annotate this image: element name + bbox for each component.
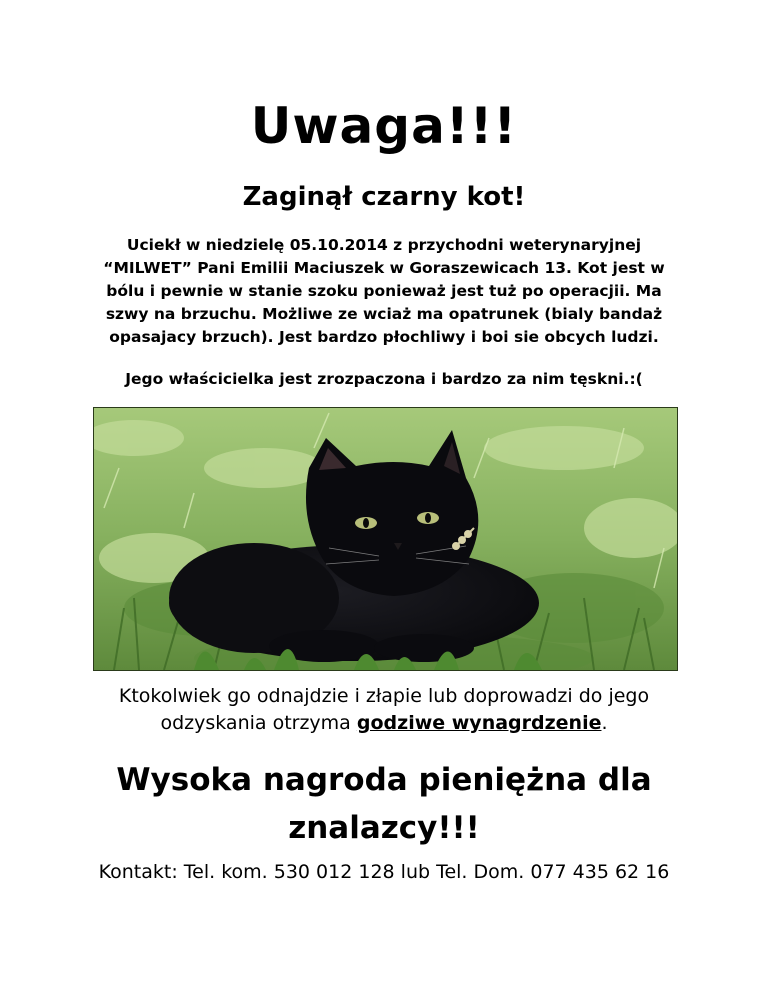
description-line: Uciekł w niedzielę 05.10.2014 z przychodni weterynaryjnej [126,236,642,254]
reward-line-2-prefix: odzyskania otrzyma [160,712,357,734]
headline-line-1: Wysoka nagroda pieniężna dla [116,762,652,798]
description-line: “MILWET” Pani Emilii Maciuszek w Goraszewicach 13. Kot jest w [103,259,665,277]
description [92,234,676,349]
headline [0,756,768,852]
contact-info: Kontakt: Tel. kom. 530 012 128 lub Tel. Dom. 077 435 62 16 [98,861,670,883]
description-line: szwy na brzuchu. Możliwe ze wciaż ma opatrunek (bialy bandaż [105,305,663,323]
reward-line-1: Ktokolwiek go odnajdzie i złapie lub doprowadzi do jego [118,685,650,707]
cat-photo-image [94,408,677,670]
reward-line-2 [60,710,708,737]
owner-note: Jego właścicielka jest zrozpaczona i bardzo za nim tęskni.:( [125,370,643,388]
reward-emphasis: godziwe wynagrdzenie [356,712,602,734]
reward-text [60,683,708,737]
description-line: opasajacy brzuch). Jest bardzo płochliwy i boi sie obcych ludzi. [109,328,659,346]
poster-title: Uwaga!!! [250,97,518,155]
description-line: bólu i pewnie w stanie szoku ponieważ jest tuż po operacjii. Ma [106,282,662,300]
reward-line-2-suffix: . [601,712,608,734]
poster-subtitle: Zaginął czarny kot! [242,182,526,212]
headline-line-2: znalazcy!!! [288,810,480,846]
cat-photo [93,407,678,671]
